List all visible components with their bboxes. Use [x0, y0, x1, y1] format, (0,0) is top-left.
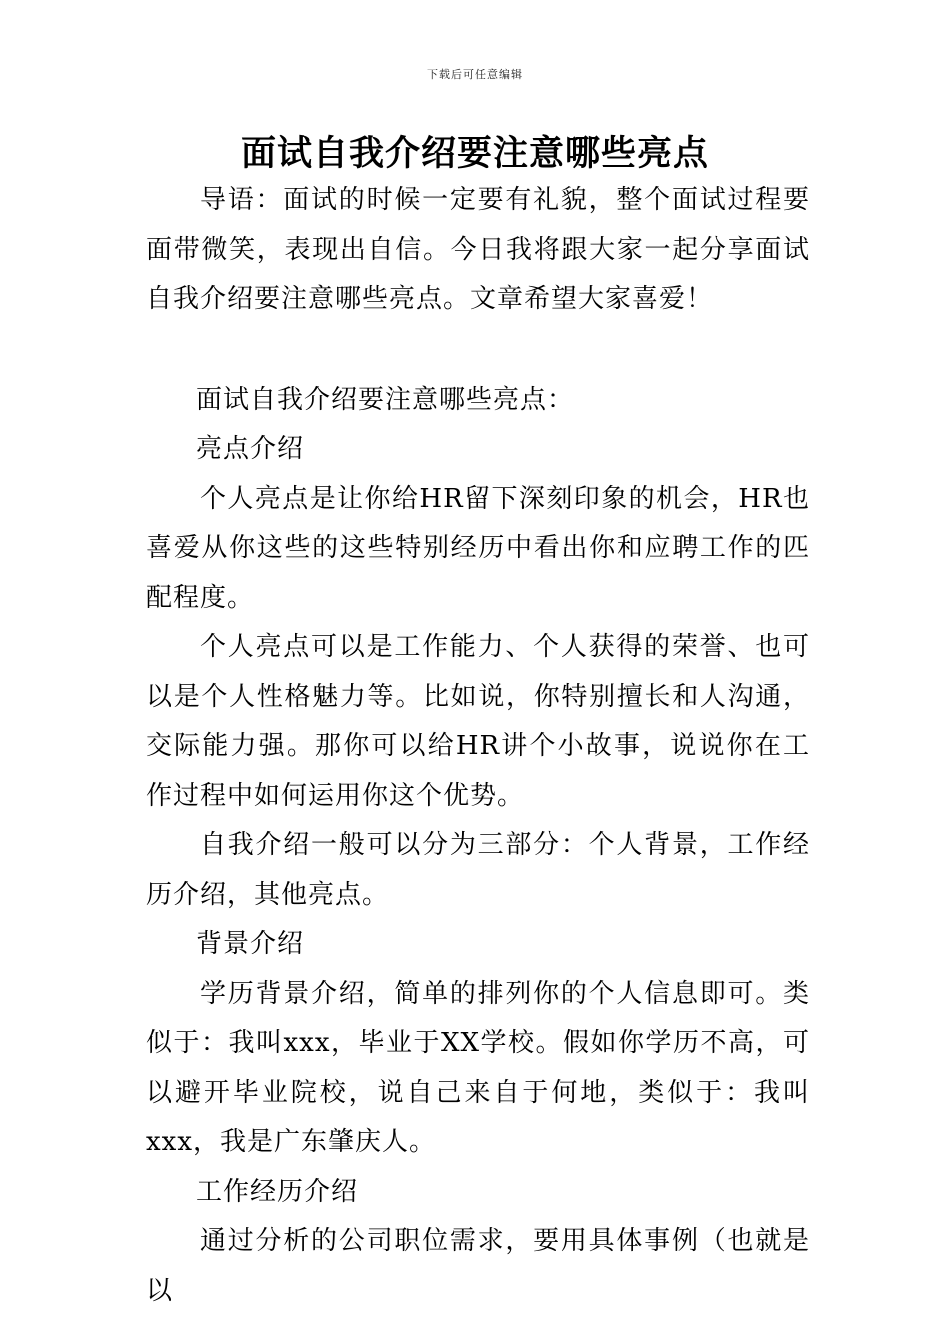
background-heading: 背景介绍	[196, 929, 305, 959]
highlight-paragraph-1: 个人亮点是让你给HR留下深刻印象的机会，HR也喜爱从你这些的这些特别经历中看出你和应聘工作的匹配程度。	[146, 483, 810, 613]
section-title: 面试自我介绍要注意哪些亮点：	[196, 384, 575, 415]
background-paragraph: 学历背景介绍，简单的排列你的个人信息即可。类似于：我叫xxx，毕业于XX学校。假如你学历不高，可以避开毕业院校，说自己来自于何地，类似于：我叫xxx，我是广东肇庆人。	[146, 978, 810, 1157]
work-paragraph: 通过分析的公司职位需求，要用具体事例（也就是以	[146, 1226, 810, 1306]
highlight-heading: 亮点介绍	[196, 434, 305, 464]
highlight-paragraph-2: 个人亮点可以是工作能力、个人获得的荣誉、也可以是个人性格魅力等。比如说，你特别擅长和人沟通，交际能力强。那你可以给HR讲个小故事，说说你在工作过程中如何运用你这个优势。	[146, 632, 810, 811]
intro-paragraph: 导语：面试的时候一定要有礼貌，整个面试过程要面带微笑，表现出自信。今日我将跟大家一起分享面试自我介绍要注意哪些亮点。文章希望大家喜爱！	[146, 185, 810, 314]
highlight-paragraph-3: 自我介绍一般可以分为三部分：个人背景，工作经历介绍，其他亮点。	[146, 830, 810, 910]
document-body	[146, 176, 810, 1316]
blank-line	[146, 325, 810, 376]
header-note: 下载后可任意编辑	[427, 68, 523, 81]
work-heading: 工作经历介绍	[196, 1176, 359, 1207]
document-title: 面试自我介绍要注意哪些亮点	[240, 134, 709, 174]
